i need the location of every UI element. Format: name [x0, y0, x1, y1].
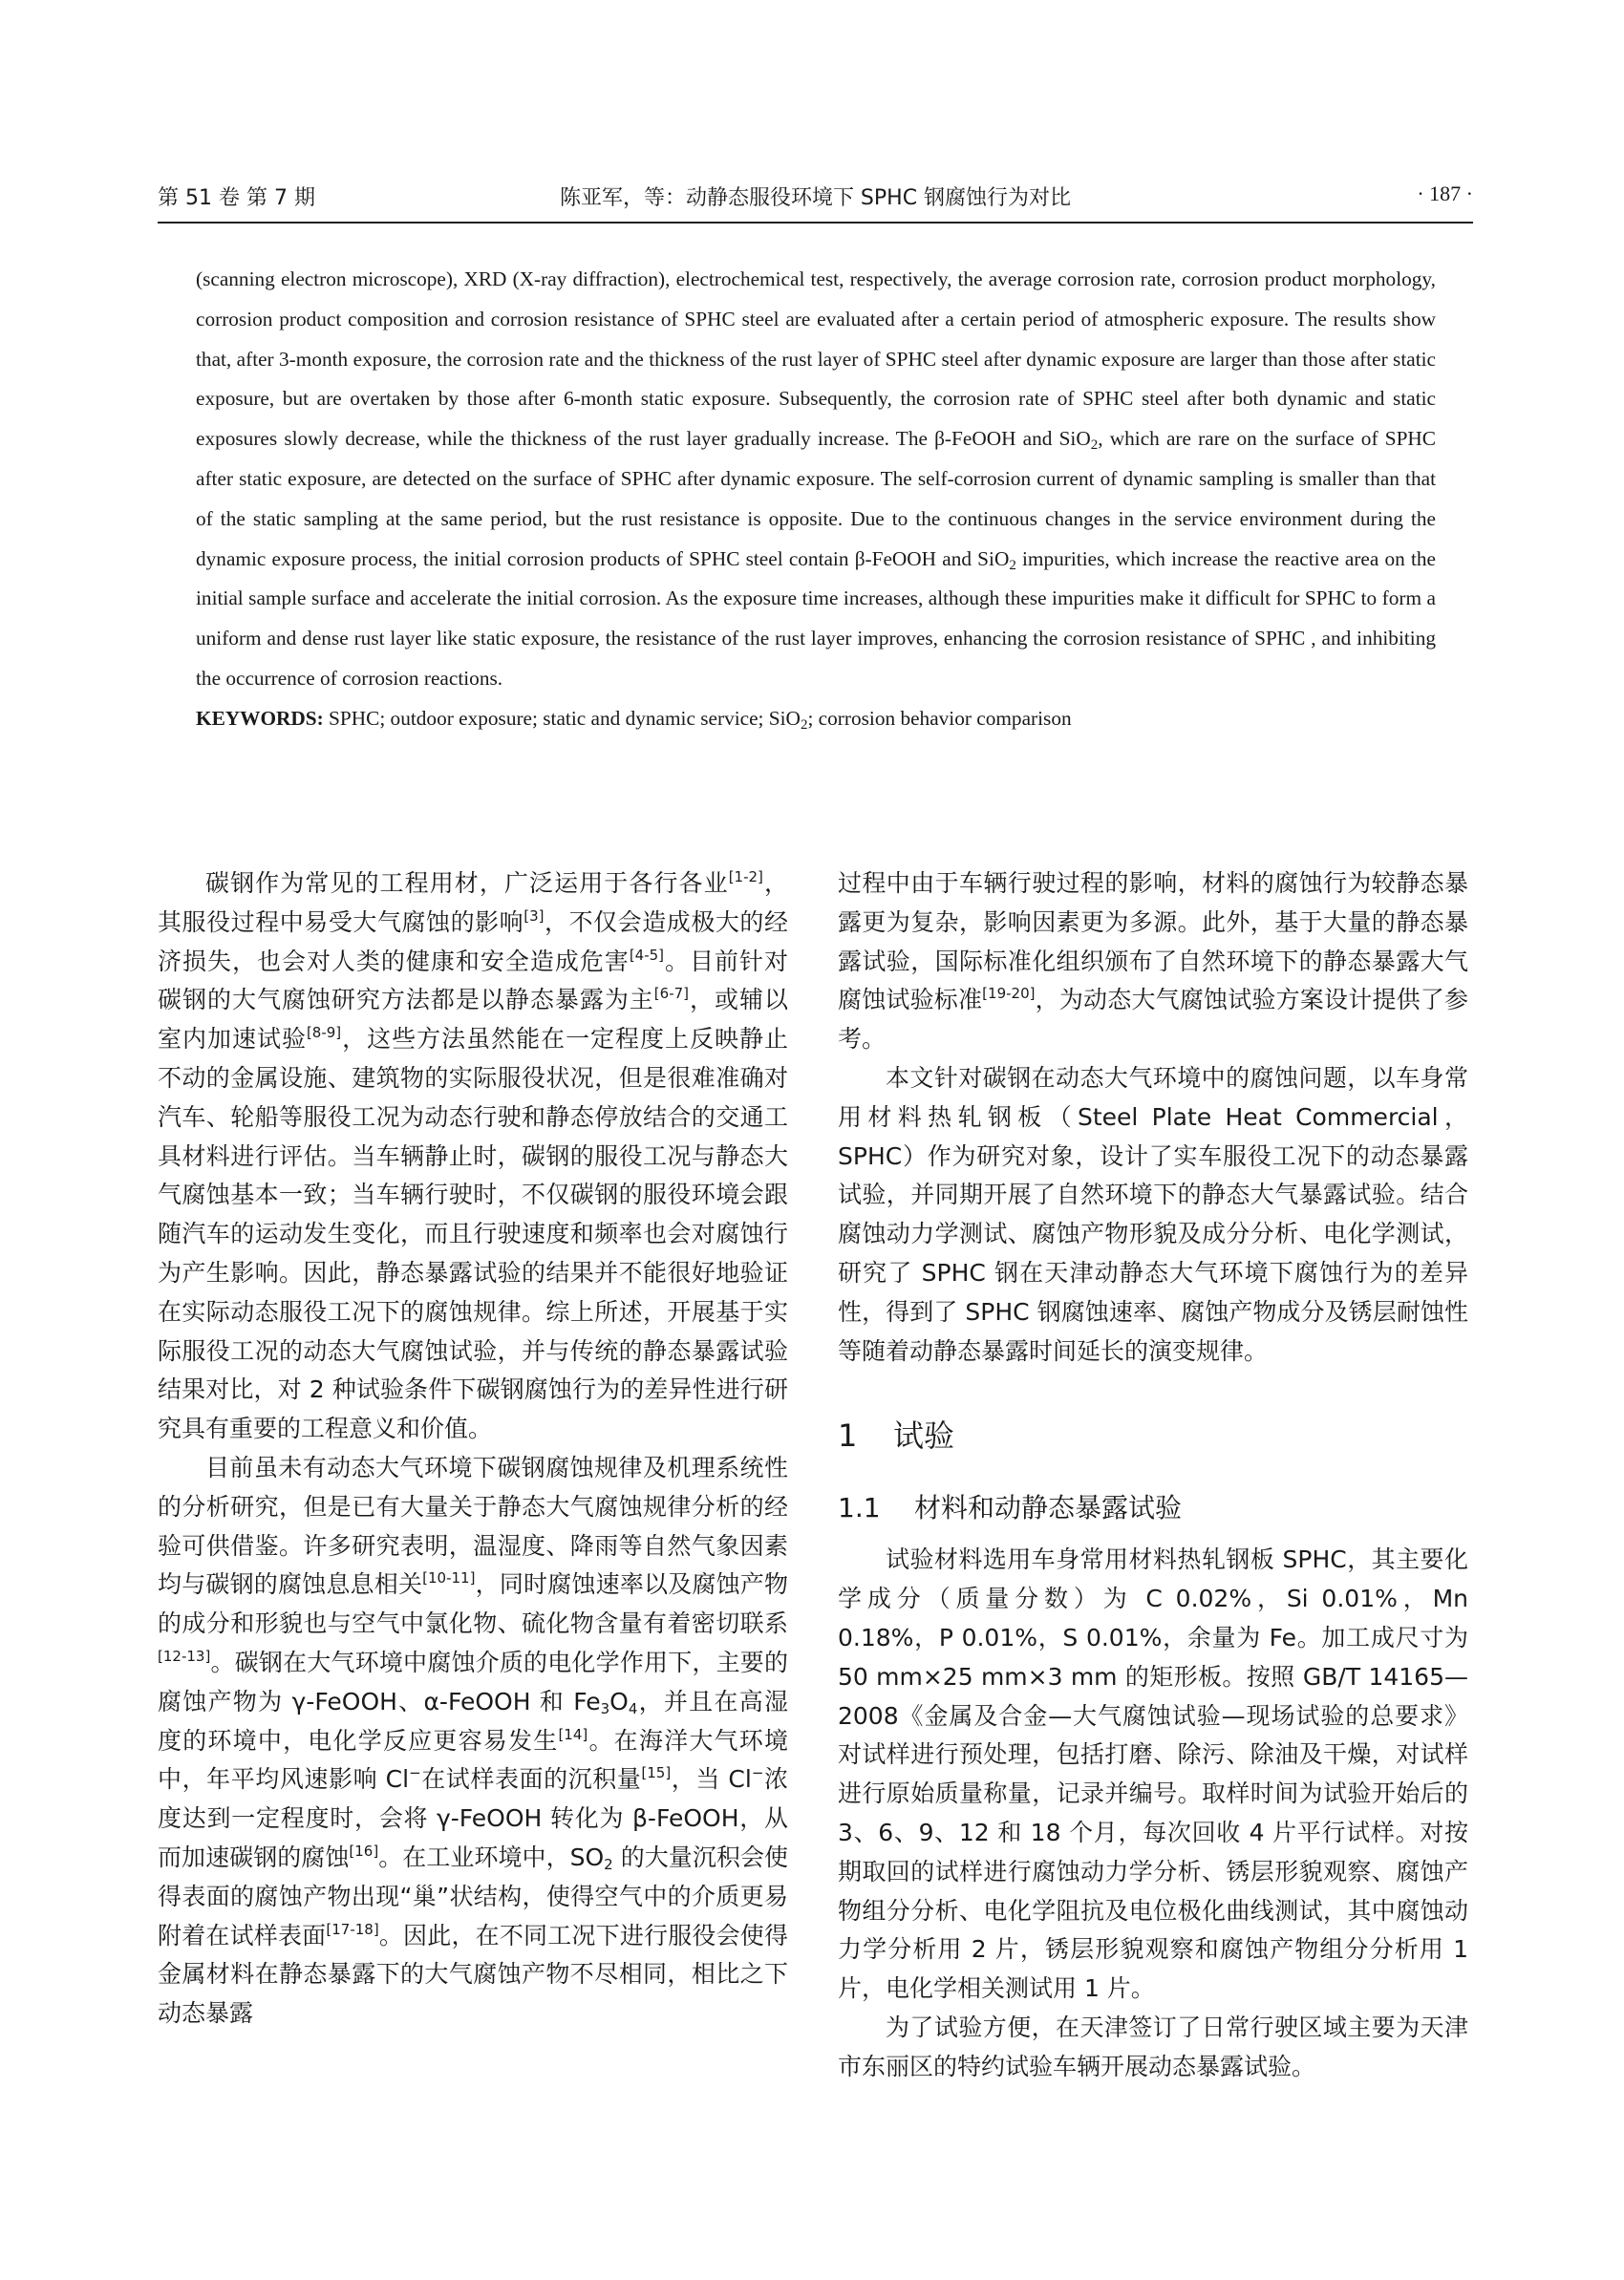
abstract-paragraph: (scanning electron microscope), XRD (X-ray diffraction), electrochemical test, respectively, the average corrosion rate, corrosion product morphology, corrosion product composition and corrosion resistance of SPHC steel are evaluated after a certain period of atmospheric exposure. The results show that, after 3-month exposure, the corrosion rate and the thickness of the rust layer of SPHC steel after dynamic exposure are larger than those after static exposure, but are overtaken by those after 6-month static exposure. Subsequently, the corrosion rate of SPHC steel after both dynamic and static exposures slowly decrease, while the thickness of the rust layer gradually increase. The β-FeOOH and SiO$_2$, which are rare on the surface of SPHC after static exposure, are detected on the surface of SPHC after dynamic exposure. The self-corrosion current of dynamic sampling is smaller than that of the static sampling at the same period, but the rust resistance is opposite. Due to the continuous changes in the service environment during the dynamic exposure process, the initial corrosion products of SPHC steel contain β-FeOOH and SiO$_2$ impurities, which increase the reactive area on the initial sample surface and accelerate the initial corrosion. As the exposure time increases, although these impurities make it difficult for SPHC to form a uniform and dense rust layer like static exposure, the resistance of the rust layer improves, enhancing the corrosion resistance of SPHC , and inhibiting the occurrence of corrosion reactions.: [196, 267, 1436, 690]
running-header: [158, 176, 1473, 224]
intro-paragraph-continued: 过程中由于车辆行驶过程的影响，材料的腐蚀行为较静态暴露更为复杂，影响因素更为多源。此外，基于大量的静态暴露试验，国际标准化组织颁布了自然环境下的静态暴露大气腐蚀试验标准[19-20]，为动态大气腐蚀试验方案设计提供了参考。: [838, 869, 1468, 1054]
intro-paragraph-1: 碳钢作为常见的工程用材，广泛运用于各行各业[1-2]，其服役过程中易受大气腐蚀的影响[3]，不仅会造成极大的经济损失，也会对人类的健康和安全造成危害[4-5]。目前针对碳钢的大气腐蚀研究方法都是以静态暴露为主[6-7]，或辅以室内加速试验[8-9]，这些方法虽然能在一定程度上反映静止不动的金属设施、建筑物的实际服役状况，但是很难准确对汽车、轮船等服役工况为动态行驶和静态停放结合的交通工具材料进行评估。当车辆静止时，碳钢的服役工况与静态大气腐蚀基本一致；当车辆行驶时，不仅碳钢的服役环境会跟随汽车的运动发生变化，而且行驶速度和频率也会对腐蚀行为产生影响。因此，静态暴露试验的结果并不能很好地验证在实际动态服役工况下的腐蚀规律。综上所述，开展基于实际服役工况的动态大气腐蚀试验，并与传统的静态暴露试验结果对比，对 2 种试验条件下碳钢腐蚀行为的差异性进行研究具有重要的工程意义和价值。: [158, 868, 788, 1443]
page-number: · 187 ·: [1417, 181, 1473, 205]
intro-paragraph-3: 本文针对碳钢在动态大气环境中的腐蚀问题，以车身常用材料热轧钢板（Steel Plate Heat Commercial，SPHC）作为研究对象，设计了实车服役工况下的动态暴露试验，并同期开展了自然环境下的静态大气暴露试验。结合腐蚀动力学测试、腐蚀产物形貌及成分分析、电化学测试，研究了 SPHC 钢在天津动静态大气环境下腐蚀行为的差异性，得到了 SPHC 钢腐蚀速率、腐蚀产物成分及锈层耐蚀性等随着动静态暴露时间延长的演变规律。: [838, 1063, 1468, 1365]
running-title: 陈亚军，等：动静态服役环境下 SPHC 钢腐蚀行为对比: [559, 186, 1072, 210]
section-heading-1: 1 试验: [838, 1417, 955, 1455]
subsection-heading-1-1: 1.1 材料和动静态暴露试验: [838, 1492, 1183, 1524]
methods-paragraph-1: 试验材料选用车身常用材料热轧钢板 SPHC，其主要化学成分（质量分数）为 C 0.02%，Si 0.01%，Mn 0.18%，P 0.01%，S 0.01%，余量为 Fe。加工成尺寸为 50 mm×25 mm×3 mm 的矩形板。按照 GB/T 14165—2008《金属及合金—大气腐蚀试验—现场试验的总要求》对试样进行预处理，包括打磨、除污、除油及干燥，对试样进行原始质量称量，记录并编号。取样时间为试验开始后的 3、6、9、12 和 18 个月，每次回收 4 片平行试样。对按期取回的试样进行腐蚀动力学分析、锈层形貌观察、腐蚀产物组分分析、电化学阻抗及电位极化曲线测试，其中腐蚀动力学分析用 2 片，锈层形貌观察和腐蚀产物组分分析用 1 片，电化学相关测试用 1 片。: [838, 1545, 1468, 2003]
intro-paragraph-2: 目前虽未有动态大气环境下碳钢腐蚀规律及机理系统性的分析研究，但是已有大量关于静态大气腐蚀规律分析的经验可供借鉴。许多研究表明，温湿度、降雨等自然气象因素均与碳钢的腐蚀息息相关[10-11]，同时腐蚀速率以及腐蚀产物的成分和形貌也与空气中氯化物、硫化物含量有着密切联系[12-13]。碳钢在大气环境中腐蚀介质的电化学作用下，主要的腐蚀产物为 γ-FeOOH、α-FeOOH 和 $Fe_3O_4$，并且在高湿度的环境中，电化学反应更容易发生[14]。在海洋大气环境中，年平均风速影响 Cl−在试样表面的沉积量[15]，当 Cl−浓度达到一定程度时，会将 γ-FeOOH 转化为 β-FeOOH，从而加速碳钢的腐蚀[16]。在工业环境中，$SO_2$ 的大量沉积会使得表面的腐蚀产物出现“巢”状结构，使得空气中的介质更易附着在试样表面[17-18]。因此，在不同工况下进行服役会使得金属材料在静态暴露下的大气腐蚀产物不尽相同，相比之下动态暴露: [158, 1453, 788, 2028]
journal-volume-issue: 第 51 卷 第 7 期: [158, 186, 315, 210]
right-column: [838, 864, 1468, 2087]
english-abstract: [196, 260, 1436, 739]
left-column: [158, 864, 788, 2034]
keywords-label: KEYWORDS:: [196, 706, 324, 730]
methods-paragraph-2: 为了试验方便，在天津签订了日常行驶区域主要为天津市东丽区的特约试验车辆开展动态暴露试验。: [838, 2013, 1468, 2080]
keywords: KEYWORDS: SPHC; outdoor exposure; static and dynamic service; SiO$_2$; corrosion behavior comparison: [196, 706, 1072, 733]
